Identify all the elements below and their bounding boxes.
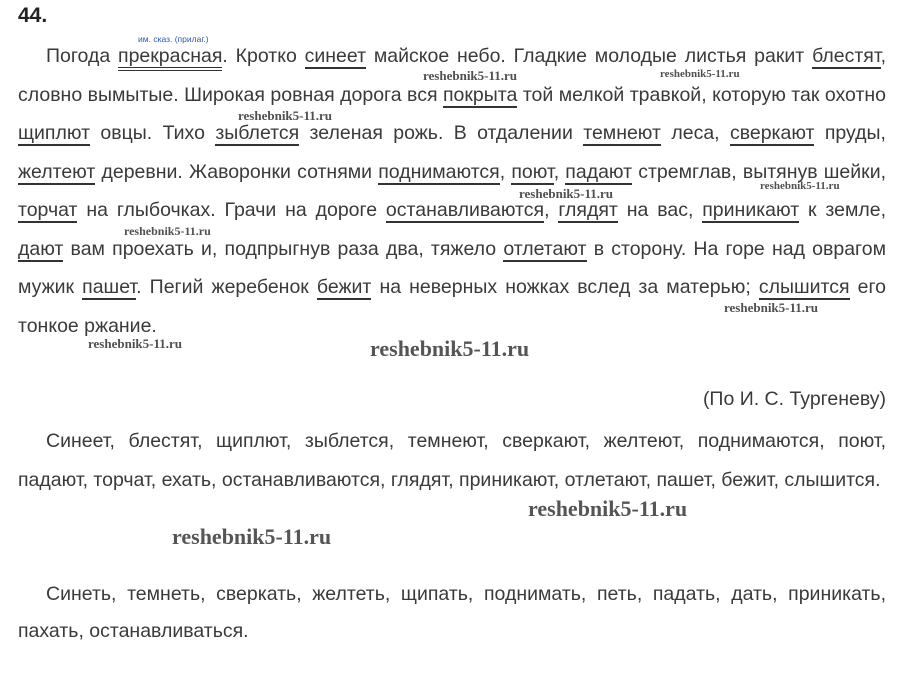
main-paragraph: Погода прекрасная. Кротко синеет майское небо. Гладкие молодые листья ракит блестят, словно вымытые. Широкая ровная дорога вся покрыта той мелкой травкой, которую так охотно щиплют овцы. Тихо зыблется зеленая рожь. В отдалении темнеют леса, сверкают пруды, желтеют деревни. Жаворонки сотнями поднимаются, поют, падают стремглав, вытянув шейки, торчат на глыбочках. Грачи на дороге останавливаются, глядят на вас, приникают к земле, дают вам проехать и, подпрыгнув раза два, тяжело отлетают в сторону. На горе над оврагом мужик пашет. Пегий жеребенок бежит на неверных ножках вслед за матерью; слышится его тонкое ржание. bbox=[18, 45, 887, 337]
verb: сверкают bbox=[729, 122, 815, 144]
verb: приникают bbox=[702, 199, 800, 221]
verb: темнеют bbox=[583, 122, 661, 144]
verb: останавливаются bbox=[385, 199, 545, 221]
verb: покрыта bbox=[443, 83, 518, 106]
verb: зыблется bbox=[215, 122, 300, 144]
verb: отлетают bbox=[503, 237, 587, 260]
verb: падают bbox=[565, 160, 633, 183]
verb: синеет bbox=[304, 45, 367, 67]
watermark: reshebnik5-11.ru bbox=[238, 108, 333, 123]
watermark: reshebnik5-11.ru bbox=[519, 186, 614, 201]
verb: поют bbox=[511, 160, 554, 183]
verb: желтеют bbox=[18, 160, 96, 183]
watermark: reshebnik5-11.ru bbox=[124, 224, 211, 238]
verb: торчат bbox=[18, 199, 78, 221]
predicate-annotation: им. сказ. (прилаг.) bbox=[138, 34, 209, 44]
watermark: reshebnik5-11.ru bbox=[370, 336, 530, 361]
verb: блестят bbox=[812, 45, 881, 67]
infinitive-list-text: Синеть, темнеть, сверкать, желтеть, щипать, поднимать, петь, падать, дать, приникать, пахать, останавливаться. bbox=[18, 583, 886, 642]
verb: глядят bbox=[558, 199, 618, 221]
exercise-number: 44. bbox=[18, 4, 48, 27]
watermark: reshebnik5-11.ru bbox=[724, 300, 819, 315]
infinitive-list bbox=[18, 576, 886, 650]
verb: прекрасная bbox=[118, 45, 222, 71]
watermark: reshebnik5-11.ru bbox=[660, 68, 740, 80]
watermark: reshebnik5-11.ru bbox=[88, 336, 183, 351]
watermark: reshebnik5-11.ru bbox=[423, 68, 518, 83]
verb-list bbox=[18, 422, 886, 500]
watermark: reshebnik5-11.ru bbox=[528, 496, 688, 521]
author-attribution: (По И. С. Тургеневу) bbox=[702, 388, 886, 410]
verb-list-text: Синеет, блестят, щиплют, зыблется, темнеют, сверкают, желтеют, поднимаются, поют, падают, торчат, ехать, останавливаются, глядят, приникают, отлетают, пашет, бежит, слышится. bbox=[18, 430, 886, 491]
watermark: reshebnik5-11.ru bbox=[760, 180, 840, 192]
verb: слышится bbox=[758, 276, 850, 298]
verb: щиплют bbox=[18, 122, 91, 144]
verb: пашет bbox=[82, 276, 137, 298]
verb: поднимаются bbox=[378, 160, 500, 183]
verb: бежит bbox=[316, 276, 372, 298]
watermark: reshebnik5-11.ru bbox=[172, 524, 332, 549]
verb: дают bbox=[18, 237, 64, 260]
